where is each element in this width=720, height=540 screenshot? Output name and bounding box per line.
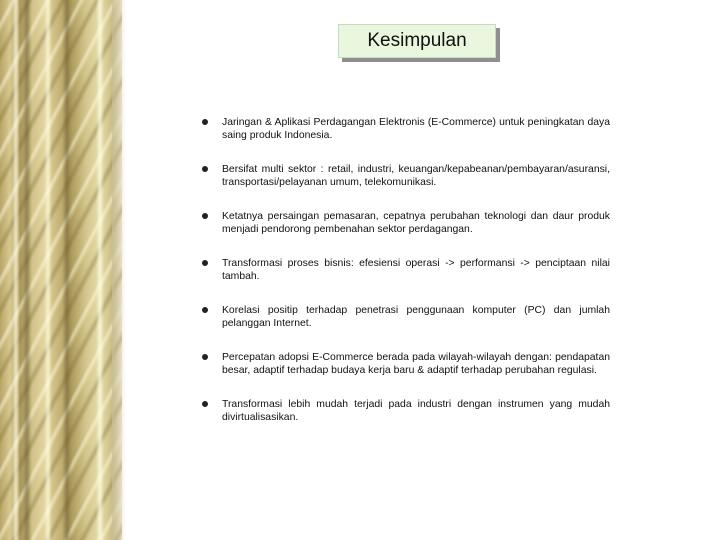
bullet-icon: [202, 119, 208, 125]
bullet-icon: [202, 166, 208, 172]
bullet-item: [200, 163, 610, 189]
decorative-gold-border: [0, 0, 122, 540]
bullet-item: [200, 351, 610, 377]
bullet-icon: [202, 354, 208, 360]
bullet-icon: [202, 260, 208, 266]
bullet-text: Transformasi lebih mudah terjadi pada industri dengan instrumen yang mudah divirtualisasikan.: [222, 399, 610, 423]
bullet-text: Ketatnya persaingan pemasaran, cepatnya perubahan teknologi dan daur produk menjadi pendorong pembenahan sektor perdagangan.: [222, 211, 610, 235]
bullet-item: [200, 210, 610, 236]
bullet-item: [200, 398, 610, 424]
bullet-item: [200, 304, 610, 330]
border-shade-stripe: [22, 0, 32, 540]
slide-title: Kesimpulan: [338, 24, 496, 58]
border-highlight-stripe: [12, 0, 20, 540]
bullet-text: Korelasi positip terhadap penetrasi penggunaan komputer (PC) dan jumlah pelanggan Internet.: [222, 305, 610, 329]
bullet-text: Percepatan adopsi E-Commerce berada pada wilayah-wilayah dengan: pendapatan besar, adaptif terhadap budaya kerja baru & adaptif terhadap perubahan regulasi.: [222, 352, 610, 376]
bullet-text: Transformasi proses bisnis: efesiensi operasi -> performansi -> penciptaan nilai tambah.: [222, 258, 610, 282]
bullet-icon: [202, 213, 208, 219]
bullet-list: [200, 116, 610, 424]
bullet-item: [200, 116, 610, 142]
bullet-item: [200, 257, 610, 283]
bullet-text: Bersifat multi sektor : retail, industri, keuangan/kepabeanan/pembayaran/asuransi, transportasi/pelayanan umum, telekomunikasi.: [222, 164, 610, 188]
bullet-text: Jaringan & Aplikasi Perdagangan Elektronis (E-Commerce) untuk peningkatan daya saing produk Indonesia.: [222, 117, 610, 141]
bullet-icon: [202, 307, 208, 313]
border-shade-stripe: [62, 0, 72, 540]
border-highlight-stripe: [44, 0, 52, 540]
bullet-icon: [202, 401, 208, 407]
border-highlight-stripe: [96, 0, 104, 540]
border-fade: [112, 0, 126, 540]
